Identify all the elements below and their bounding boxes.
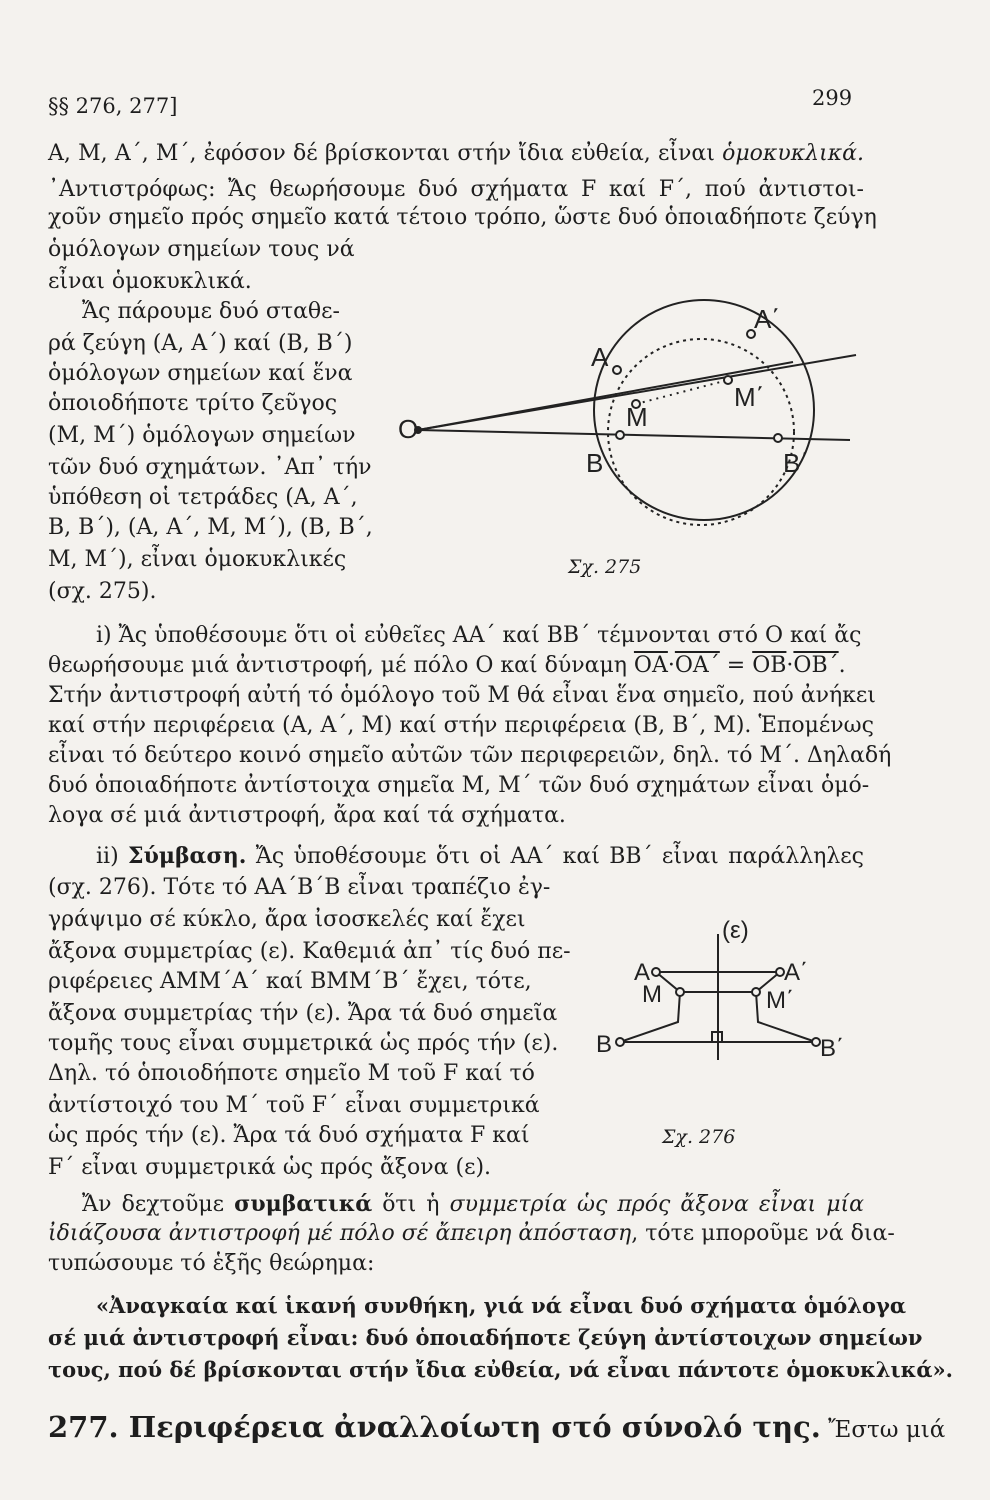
text-line: Δηλ. τό ὁποιοδήποτε σημεῖο Μ τοῦ F καί τό [48,1061,535,1086]
text-line: τομῆς τους εἶναι συμμετρικά ὡς πρός τήν (ε). [48,1031,559,1056]
section-heading-277: 277. Περιφέρεια ἀναλλοίωτη στό σύνολό της. Ἔστω μιά [48,1410,946,1444]
label-B: Β [596,1031,613,1058]
point-M [676,988,684,996]
point-A [652,968,660,976]
text-line: Β, Β΄), (Α, Α΄, Μ, Μ΄), (Β, Β΄, [48,515,373,540]
label-A2: Α΄ [784,959,808,986]
text-line: ii) Σύμβαση. Ἄς ὑποθέσουμε ὅτι οἱ ΑΑ΄ καί ΒΒ΄ εἶναι παράλληλες [96,843,864,869]
text-line: ἀντίστοιχό του Μ΄ τοῦ F΄ εἶναι συμμετρικά [48,1093,540,1118]
text-line: χοῦν σημεῖο πρός σημεῖο κατά τέτοιο τρόπο, ὥστε δυό ὁποιαδήποτε ζεύγη [48,205,877,230]
line-mm-dotted [636,380,728,404]
text-line: ἰδιάζουσα ἀντιστροφή μέ πόλο σέ ἄπειρη ἀπόσταση, τότε μποροῦμε νά δια- [48,1221,895,1246]
text-line: δυό ὁποιαδήποτε ἀντίστοιχα σημεῖα Μ, Μ΄ τῶν δυό σχημάτων εἶναι ὁμό- [48,773,870,798]
figure-276-caption: Σχ. 276 [662,1126,736,1148]
point-B2 [812,1038,820,1046]
text-line: i) Ἄς ὑποθέσουμε ὅτι οἱ εὐθεῖες ΑΑ΄ καί ΒΒ΄ τέμνονται στό Ο καί ἄς [96,623,862,648]
point-A2 [776,968,784,976]
text-line: θεωρήσουμε μιά ἀντιστροφή, μέ πόλο Ο καί δύναμη $\overline{OA}\cdot\overline{OA΄} = \overline{OB}\cdot\overline{OB΄}$. [48,653,846,678]
text-line: Μ, Μ΄), εἶναι ὁμοκυκλικές [48,547,347,572]
text-line: λογα σέ μιά ἀντιστροφή, ἄρα καί τά σχήματα. [48,803,566,828]
text-line: τῶν δυό σχημάτων. ᾿Απ᾿ τήν [48,455,372,480]
figure-275 [398,280,868,550]
figure-275-caption: Σχ. 275 [568,556,642,578]
label-e: (ε) [722,917,749,944]
text-line: ὁποιοδήποτε τρίτο ζεῦγος [48,391,338,416]
text-line: ρά ζεύγη (Α, Α΄) καί (Β, Β΄) [48,331,353,356]
text-line: ὑπόθεση οἱ τετράδες (Α, Α΄, [48,485,358,510]
label-M2: Μ΄ [734,382,765,412]
point-B [616,1038,624,1046]
text-line: τυπώσουμε τό ἑξῆς θεώρημα: [48,1251,375,1276]
label-B2: Β΄ [783,448,809,478]
label-M: Μ [642,981,662,1008]
text-line: καί στήν περιφέρεια (Α, Α΄, Μ) καί στήν περιφέρεια (Β, Β΄, Μ). Ἑπομένως [48,713,874,738]
label-M: Μ [626,402,648,432]
label-B: Β [586,448,604,478]
text-line: (Μ, Μ΄) ὁμόλογων σημείων [48,423,356,448]
text-line: γράψιμο σέ κύκλο, ἄρα ἰσοσκελές καί ἔχει [48,907,526,932]
label-A2: Α΄ [754,304,780,334]
point-B [616,431,624,439]
label-O: Ο [398,414,419,444]
text-line: ἄξονα συμμετρίας τήν (ε). Ἄρα τά δυό σημεῖα [48,1001,558,1026]
text-line: ριφέρειες ΑΜΜ΄Α΄ καί ΒΜΜ΄Β΄ ἔχει, τότε, [48,969,532,994]
text-line: Στήν ἀντιστροφή αὐτή τό ὁμόλογο τοῦ Μ θά εἶναι ἕνα σημεῖο, πού ἀνήκει [48,683,876,708]
text-line: ὡς πρός τήν (ε). Ἄρα τά δυό σχήματα F καί [48,1123,530,1148]
label-M2: Μ΄ [766,987,794,1014]
label-A: Α [634,959,651,986]
point-M2 [724,376,732,384]
point-B2 [774,434,782,442]
figure-276 [590,910,860,1060]
text-line: ἄξονα συμμετρίας (ε). Καθεμιά ἀπ᾿ τίς δυό πε- [48,939,571,964]
text-line: (σχ. 276). Τότε τό ΑΑ΄Β΄Β εἶναι τραπέζιο ἐγ- [48,875,551,900]
page-number: 299 [812,86,853,110]
text-line: Α, Μ, Α΄, Μ΄, ἐφόσον δέ βρίσκονται στήν ἴδια εὐθεία, εἶναι ὁμοκυκλικά. [48,141,864,166]
text-line: Ἄν δεχτοῦμε συμβατικά ὅτι ἡ συμμετρία ὡς πρός ἄξονα εἶναι μία [82,1191,865,1217]
text-line: εἶναι τό δεύτερο κοινό σημεῖο αὐτῶν τῶν περιφερειῶν, δηλ. τό Μ΄. Δηλαδή [48,743,892,768]
text-line: F΄ εἶναι συμμετρικά ὡς πρός ἄξονα (ε). [48,1155,492,1180]
theorem-line: σέ μιά ἀντιστροφή εἶναι: δυό ὁποιαδήποτε ζεύγη ἀντίστοιχων σημείων [48,1325,923,1350]
text-line: ὁμόλογων σημείων τους νά [48,237,355,262]
text-line: (σχ. 275). [48,579,157,604]
text-line: ᾿Αντιστρόφως: Ἄς θεωρήσουμε δυό σχήματα F καί F΄, πού ἀντιστοι- [48,177,864,202]
text-line: ὁμόλογων σημείων καί ἕνα [48,361,353,386]
text-line: εἶναι ὁμοκυκλικά. [48,269,252,294]
theorem-line: «Ἀναγκαία καί ἱκανή συνθήκη, γιά νά εἶναι δυό σχήματα ὁμόλογα [96,1293,907,1318]
theorem-line: τους, πού δέ βρίσκονται στήν ἴδια εὐθεία, νά εἶναι πάντοτε ὁμοκυκλικά». [48,1357,953,1382]
point-M2 [752,988,760,996]
label-B2: Β΄ [820,1035,844,1060]
section-reference: §§ 276, 277] [48,94,178,118]
text-line: Ἄς πάρουμε δυό σταθε- [82,299,340,324]
point-A [613,366,621,374]
label-A: Α [591,342,609,372]
